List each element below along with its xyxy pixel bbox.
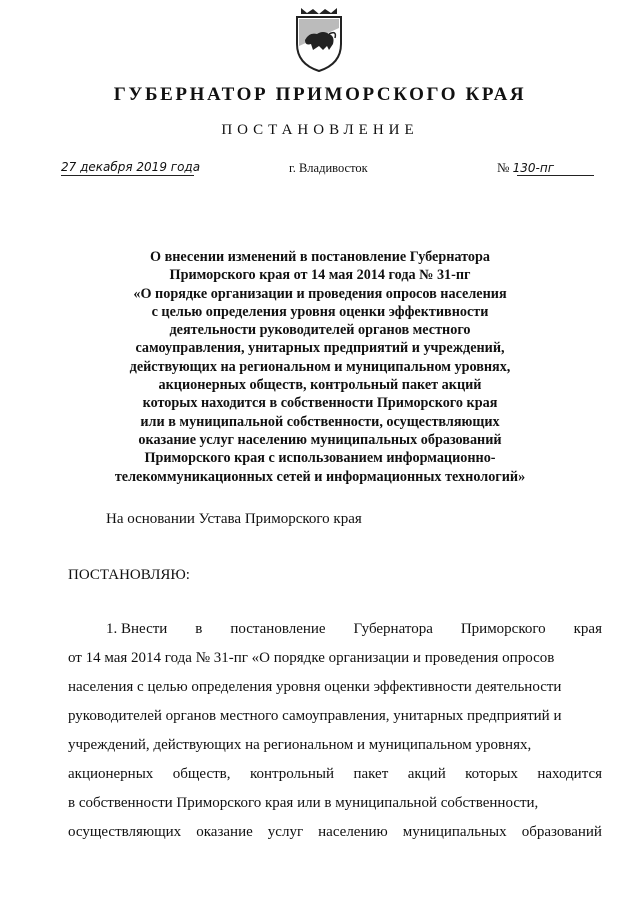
subject-line: акционерных обществ, контрольный пакет акций xyxy=(158,377,482,394)
subject-line: О внесении изменений в постановление Губернатора xyxy=(150,249,490,265)
paragraph-word: акций xyxy=(407,766,446,782)
subject-line: самоуправления, унитарных предприятий и учреждений, xyxy=(135,340,505,357)
paragraph-word: осуществляющих xyxy=(68,824,182,840)
document-date: 27 декабря 2019 года xyxy=(61,160,201,174)
paragraph-line xyxy=(68,760,602,789)
paragraph-word: пакет xyxy=(353,766,389,782)
subject-line: деятельности руководителей органов местного xyxy=(169,322,471,339)
paragraph-word: руководителей органов местного самоуправления, унитарных предприятий и xyxy=(68,708,562,724)
paragraph-word: постановление xyxy=(230,621,326,637)
subject-line: оказание услуг населению муниципальных образований xyxy=(138,431,502,448)
paragraph-1 xyxy=(68,615,602,847)
paragraph-word: Губернатора xyxy=(353,621,433,637)
page-title: ГУБЕРНАТОР ПРИМОРСКОГО КРАЯ xyxy=(113,84,527,105)
paragraph-word: которых xyxy=(465,766,518,782)
paragraph-word: Приморского xyxy=(460,621,546,637)
legal-basis: На основании Устава Приморского края xyxy=(106,511,362,527)
paragraph-word: муниципальных xyxy=(402,824,507,840)
paragraph-word: обществ, xyxy=(172,766,231,782)
decree-heading: ПОСТАНОВЛЯЮ: xyxy=(68,567,190,583)
date-underline xyxy=(61,175,194,176)
paragraph-line xyxy=(68,702,602,731)
subject-line: Приморского края от 14 мая 2014 года № 31-пг xyxy=(169,267,471,284)
number-value: 130-пг xyxy=(512,161,555,175)
paragraph-word: края xyxy=(573,621,602,637)
subject-line: или в муниципальной собственности, осуществляющих xyxy=(140,413,500,430)
subject-line: «О порядке организации и проведения опросов населения xyxy=(133,285,507,302)
paragraph-line xyxy=(68,818,602,847)
paragraph-word: населения с целью определения уровня оценки эффективности деятельности xyxy=(68,679,562,695)
paragraph-word: населению xyxy=(318,824,388,840)
paragraph-word: в собственности Приморского края или в муниципальной собственности, xyxy=(68,795,539,811)
paragraph-word: 1. Внести xyxy=(106,621,168,637)
subject-line: действующих на региональном и муниципальном уровнях, xyxy=(129,358,511,375)
coat-of-arms-emblem xyxy=(293,4,345,74)
paragraph-word: находится xyxy=(537,766,602,782)
subject-line: которых находится в собственности Приморского края xyxy=(142,395,498,412)
paragraph-word: от 14 мая 2014 года № 31-пг «О порядке организации и проведения опросов xyxy=(68,650,555,666)
document-number xyxy=(497,160,554,176)
subject-line: Приморского края с использованием информационно- xyxy=(144,450,496,467)
number-underline xyxy=(517,175,594,176)
document-subject xyxy=(30,248,610,486)
paragraph-word: в xyxy=(195,621,203,637)
paragraph-line xyxy=(68,644,602,673)
document-type: ПОСТАНОВЛЕНИЕ xyxy=(221,122,419,138)
paragraph-word: учреждений, действующих на региональном и муниципальном уровнях, xyxy=(68,737,532,753)
paragraph-word: контрольный xyxy=(249,766,334,782)
paragraph-word: образований xyxy=(521,824,602,840)
paragraph-line xyxy=(68,673,602,702)
paragraph-line xyxy=(68,789,602,818)
paragraph-word: оказание xyxy=(196,824,253,840)
paragraph-word: услуг xyxy=(267,824,304,840)
paragraph-line xyxy=(68,731,602,760)
subject-line: телекоммуникационных сетей и информационных технологий» xyxy=(114,468,526,485)
number-prefix: № xyxy=(497,160,510,175)
subject-line: с целью определения уровня оценки эффективности xyxy=(151,303,489,320)
paragraph-line xyxy=(68,615,602,644)
document-city: г. Владивосток xyxy=(289,161,368,175)
paragraph-word: акционерных xyxy=(68,766,154,782)
